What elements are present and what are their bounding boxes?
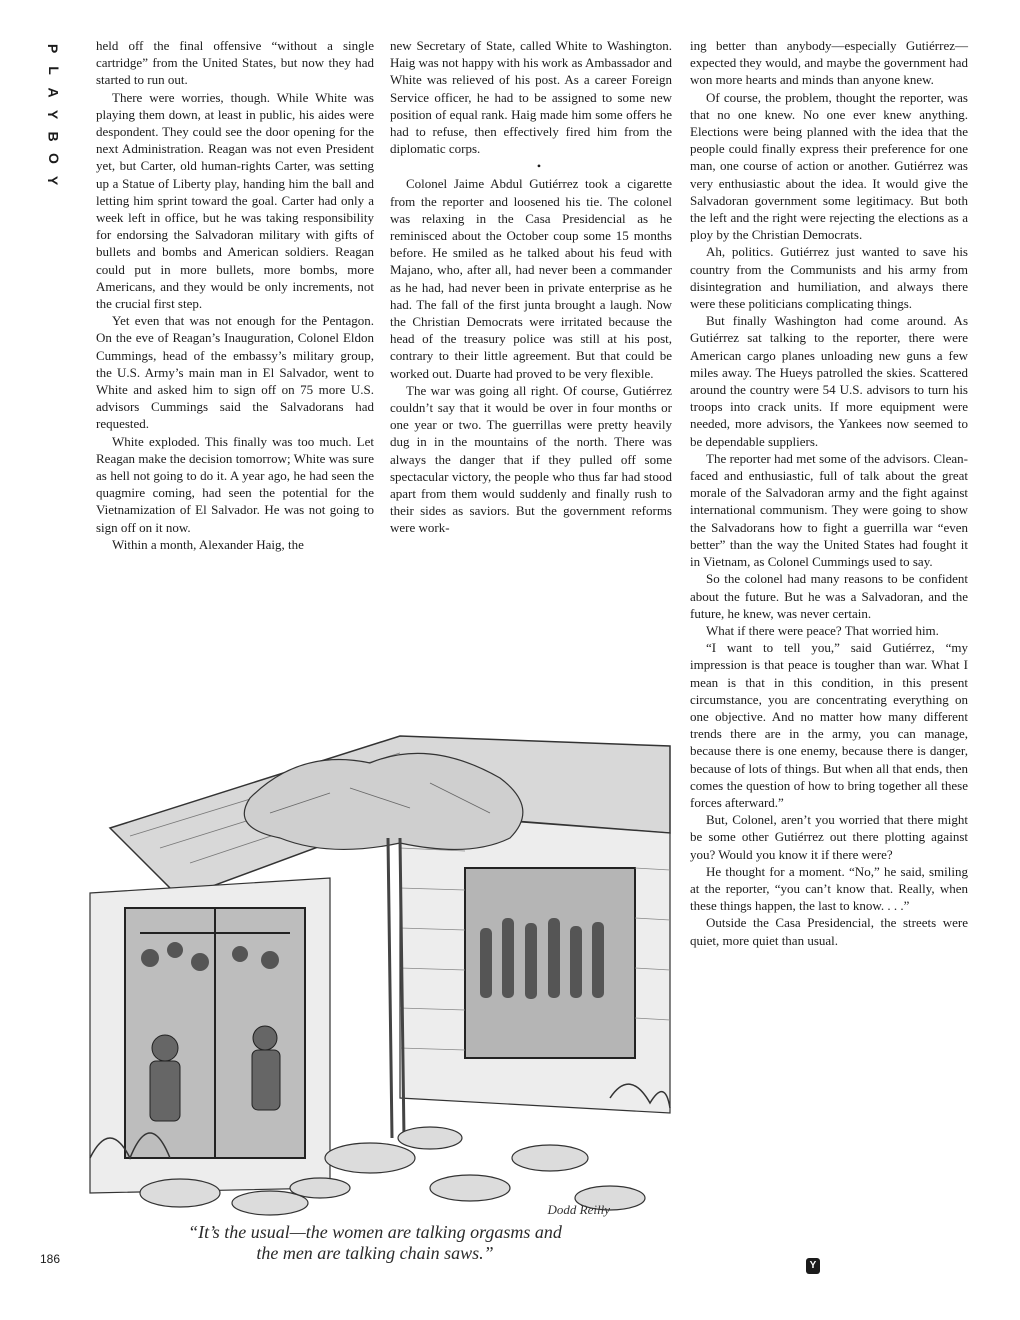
end-mark-icon: Y bbox=[806, 1258, 820, 1274]
masthead-letter: P bbox=[45, 43, 62, 54]
paragraph: White exploded. This finally was too much. Let Reagan make the decision tomorrow; White was sure as hell not going to do it. A year ago, he had seen the quagmire coming, had seen the potential for the Vietnamization of El Salvador. He was not going to sign off on it now. bbox=[96, 433, 374, 535]
paragraph: “I want to tell you,” said Gutiérrez, “my impression is that peace is tougher than war. What I mean is that in this condition, in this present circumstance, you are concentrating everything on one objective. And no matter how many different trends there are in the army, you can manage, because there is one enemy, because there is danger, because of lots of things. But when all that ends, then comes the question of how to bring together all these forces afterward.” bbox=[690, 640, 969, 810]
page-number: 186 bbox=[40, 1252, 61, 1266]
paragraph: He thought for a moment. “No,” he said, smiling at the reporter, “you can’t know that. Really, when these things happen, the last to know. . . .” bbox=[690, 863, 968, 914]
article-column-3 bbox=[690, 37, 968, 949]
paragraph: new Secretary of State, called White to Washington. Haig was not happy with his work as Ambassador and White was relieved of his post. As a career Foreign Service officer, he had to be assigned to some new position of equal rank. Haig made him some offers he had to refuse, then effectively fired him from the diplomatic corps. bbox=[390, 38, 672, 157]
paragraph: There were worries, though. While White was playing them down, at least in public, his aides were despondent. They could see the door opening for the next Administration. Reagan was not even President yet, but Carter, old human-rights Carter, was setting up a Statue of Liberty play, handing him the ball and letting him sprint toward the goal. Carter had only a week left in office, but he was taking responsibility for endorsing the Salvadoran military with gifts of bullets and bombs and American soldiers. Reagan could put in more bullets, more bombs, more Americans, and they would be only increments, not the crucial first step. bbox=[96, 89, 374, 312]
paragraph: Colonel Jaime Abdul Gutiérrez took a cigarette from the reporter and loosened his tie. The colonel was relaxing in the Casa Presidencial as he reminisced about the October coup some 15 months before. He smiled as he talked about his feud with Majano, who, after all, had never been a commander as he had, had never been in private enterprise as he had. The fall of the first junta brought a laugh. Now the Christian Democrats were irritated because the head of the treasury police was still at his post, contrary to their little agreement. But that could be worked out. Duarte had proved to be very flexible. bbox=[390, 176, 672, 381]
paragraph: Yet even that was not enough for the Pentagon. On the eve of Reagan’s Inauguration, Colonel Eldon Cummings, head of the embassy’s military group, the U.S. Army’s main man in El Salvador, went to White and asked him to sign off on 75 more U.S. advisors Cummings said the Salvadorans had requested. bbox=[96, 313, 374, 432]
paragraph: The reporter had met some of the advisors. Clean-faced and enthusiastic, full of talk about the great morale of the Salvadoran army and the fight against international communism. They were going to show the Salvadorans how to fight a guerrilla war “even better” than the way the United States had fought it in Vietnam, as Colonel Cummings used to say. bbox=[690, 450, 968, 570]
masthead-letter: O bbox=[45, 153, 62, 164]
section-break: • bbox=[536, 159, 542, 174]
paragraph: But, Colonel, aren’t you worried that there might be some other Gutiérrez out there plotting against you? Would you know it if there were? bbox=[690, 812, 968, 862]
paragraph: Ah, politics. Gutiérrez just wanted to save his country from the Communists and his army from disintegration and humiliation, and always there were these politicians complicating things. bbox=[690, 244, 968, 312]
paragraph: The war was going all right. Of course, Gutiérrez couldn’t say that it would be over in four months or one year or two. The guerrillas were pretty heavily dug in in the mountains of the north. There was always the danger that if they pulled off some spectacular victory, the people who thus far had stood apart from them would suddenly and finally rush to their sides as saviors. But the government reforms were work- bbox=[390, 382, 672, 536]
paragraph: So the colonel had many reasons to be confident about the future. But he was a Salvadoran, and the future, he knew, was never certain. bbox=[690, 571, 968, 621]
article-column-1 bbox=[96, 37, 374, 553]
paragraph: Outside the Casa Presidencial, the streets were quiet, more quiet than usual. bbox=[690, 915, 968, 948]
paragraph: What if there were peace? That worried him. bbox=[706, 622, 939, 638]
cartoon-illustration bbox=[70, 718, 676, 1218]
caption-line-1: “It’s the usual—the women are talking orgasms and bbox=[188, 1222, 562, 1242]
caption-line-2: the men are talking chain saws.” bbox=[256, 1243, 494, 1263]
masthead-letter: Y bbox=[45, 175, 62, 186]
masthead bbox=[40, 40, 66, 189]
paragraph: Within a month, Alexander Haig, the bbox=[112, 536, 304, 552]
paragraph: held off the final offensive “without a single cartridge” from the United States, but now they had started to run out. bbox=[96, 38, 374, 88]
masthead-letter: B bbox=[45, 131, 62, 142]
masthead-letter: L bbox=[45, 66, 62, 75]
article-column-2 bbox=[390, 37, 672, 537]
paragraph: But finally Washington had come around. As Gutiérrez sat talking to the reporter, there were American cargo planes unloading new guns a few miles away. The Hueys patrolled the skies. Scattered around the country were 54 U.S. advisors to turn his troops into crack units. If more equipment were needed, more advisors, the Yankees now seemed to be dependable suppliers. bbox=[690, 313, 968, 449]
masthead-letter: Y bbox=[45, 109, 62, 120]
paragraph: Of course, the problem, thought the reporter, was that no one knew. No one ever knew anything. Elections were being planned with the idea that the people could finally express their preference for one man, one course of action or another. Gutiérrez was very enthusiastic about the idea. It would give the Salvadoran government some legitimacy. But both the left and the right were rejecting the elections as a ploy by the Christian Democrats. bbox=[690, 89, 968, 243]
paragraph: ing better than anybody—especially Gutiérrez—expected they would, and maybe the government had won more hearts and minds than anyone knew. bbox=[690, 38, 968, 88]
cartoonist-signature: Dodd Reilly bbox=[547, 1202, 610, 1217]
cartoon-caption bbox=[90, 1222, 660, 1264]
masthead-letter: A bbox=[45, 87, 62, 98]
